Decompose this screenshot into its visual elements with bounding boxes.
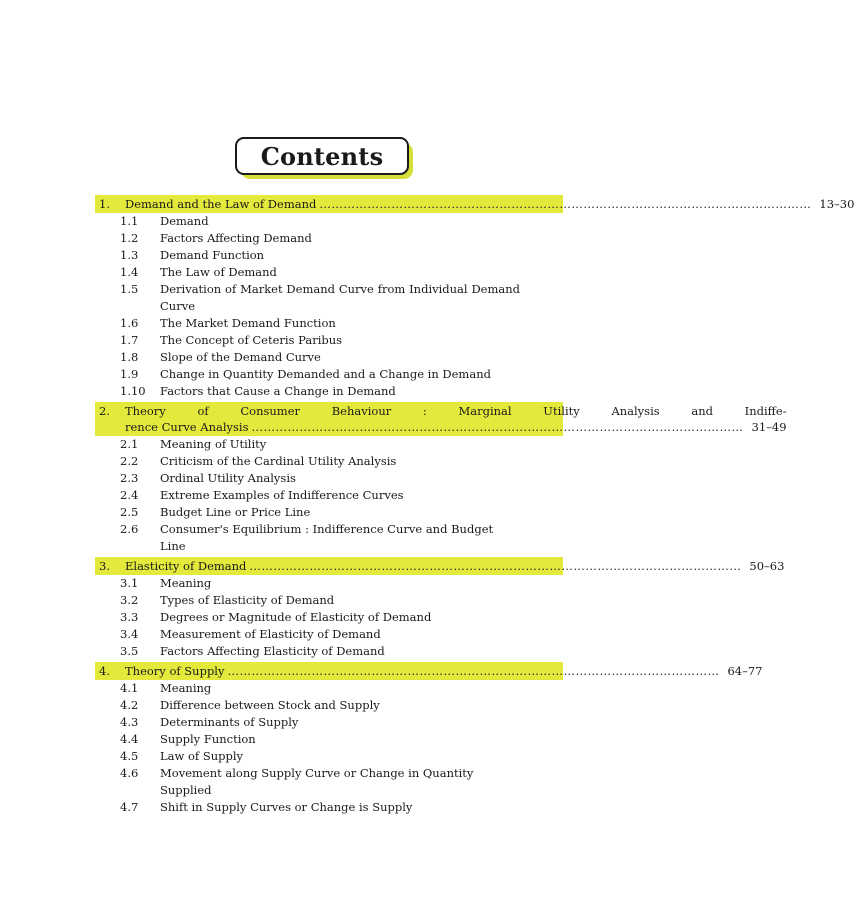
chapter-title: Theory of Supply [125, 664, 225, 678]
section-number: 1.8 [120, 350, 139, 364]
section-number: 2.4 [120, 488, 139, 502]
section-number: 4.6 [120, 766, 139, 780]
section-title: Demand [160, 214, 209, 228]
section-number: 1.3 [120, 248, 139, 262]
section-item[interactable] [95, 487, 563, 504]
section-title: Factors Affecting Elasticity of Demand [160, 644, 385, 658]
section-number: 2.5 [120, 505, 139, 519]
section-item[interactable] [95, 366, 563, 383]
section-number: 2.2 [120, 454, 139, 468]
contents-title-frame [235, 137, 415, 181]
section-item[interactable] [95, 575, 563, 592]
section-number: 4.5 [120, 749, 139, 763]
section-item[interactable] [95, 521, 563, 555]
section-number: 4.2 [120, 698, 139, 712]
chapter-title: Demand and the Law of Demand [125, 197, 317, 211]
section-item[interactable] [95, 281, 563, 315]
chapter-pages: 64–77 [727, 664, 763, 678]
section-number: 1.2 [120, 231, 139, 245]
section-number: 4.4 [120, 732, 139, 746]
chapter-2-heading[interactable] [95, 402, 787, 436]
section-item[interactable] [95, 230, 563, 247]
section-item[interactable] [95, 714, 563, 731]
section-number: 4.7 [120, 800, 139, 814]
section-number: 3.1 [120, 576, 139, 590]
section-title: Shift in Supply Curves or Change is Supply [160, 800, 413, 814]
section-item[interactable] [95, 504, 563, 521]
section-title: Factors that Cause a Change in Demand [160, 384, 396, 398]
section-number: 2.3 [120, 471, 139, 485]
section-item[interactable] [95, 264, 563, 281]
chapter-title-line-1: Theory of Consumer Behaviour : Marginal Utility Analysis and Indiffe- [125, 404, 787, 418]
dot-leader: …………………………………………………………………………………………………………… [251, 420, 744, 434]
chapter-title: Elasticity of Demand [125, 559, 247, 573]
section-item[interactable] [95, 731, 563, 748]
section-item[interactable] [95, 799, 563, 816]
section-title: Criticism of the Cardinal Utility Analysis [160, 454, 397, 468]
section-title: Factors Affecting Demand [160, 231, 312, 245]
section-item[interactable] [95, 470, 563, 487]
chapter-pages: 31–49 [751, 420, 787, 434]
section-title: The Market Demand Function [160, 316, 336, 330]
dot-leader: …………………………………………………………………………………………………………… [319, 197, 812, 211]
section-number: 4.3 [120, 715, 139, 729]
section-number: 3.4 [120, 627, 139, 641]
chapter-number: 1. [99, 197, 110, 211]
section-item[interactable] [95, 643, 563, 660]
section-item[interactable] [95, 626, 563, 643]
section-item[interactable] [95, 436, 563, 453]
section-title: Meaning of Utility [160, 437, 267, 451]
section-title: Measurement of Elasticity of Demand [160, 627, 381, 641]
section-item[interactable] [95, 332, 563, 349]
section-number: 4.1 [120, 681, 139, 695]
section-number: 3.5 [120, 644, 139, 658]
chapter-3-heading[interactable] [95, 557, 785, 575]
section-title: Demand Function [160, 248, 265, 262]
section-number: 3.2 [120, 593, 139, 607]
section-title: Meaning [160, 576, 212, 590]
section-item[interactable] [95, 383, 563, 400]
section-item[interactable] [95, 247, 563, 264]
dot-leader: …………………………………………………………………………………………………………… [227, 664, 720, 678]
section-title: Extreme Examples of Indifference Curves [160, 488, 404, 502]
section-title: Supply Function [160, 732, 256, 746]
page-title: Contents [235, 137, 409, 175]
section-number: 2.1 [120, 437, 139, 451]
section-item[interactable] [95, 697, 563, 714]
section-item[interactable] [95, 592, 563, 609]
section-title: Law of Supply [160, 749, 244, 763]
section-number: 1.5 [120, 282, 139, 296]
chapter-3-sections [95, 575, 563, 660]
chapter-4-sections [95, 680, 563, 816]
section-item[interactable] [95, 680, 563, 697]
dot-leader: …………………………………………………………………………………………………………… [249, 559, 742, 573]
section-item[interactable] [95, 213, 563, 230]
chapter-2-sections [95, 436, 563, 555]
chapter-title-line-2: rence Curve Analysis [125, 420, 249, 434]
chapter-number: 2. [99, 404, 110, 418]
section-title: The Law of Demand [160, 265, 277, 279]
chapter-4-heading[interactable] [95, 662, 763, 680]
chapter-number: 3. [99, 559, 110, 573]
section-title: Determinants of Supply [160, 715, 299, 729]
chapter-1-sections [95, 213, 563, 400]
section-item[interactable] [95, 453, 563, 470]
section-item[interactable] [95, 609, 563, 626]
section-item[interactable] [95, 748, 563, 765]
section-number: 1.6 [120, 316, 139, 330]
table-of-contents [95, 193, 854, 816]
chapter-1-heading[interactable] [95, 195, 854, 213]
section-number: 1.4 [120, 265, 139, 279]
chapter-number: 4. [99, 664, 110, 678]
section-title: Slope of the Demand Curve [160, 350, 321, 364]
section-number: 2.6 [120, 522, 139, 536]
chapter-pages: 13–30 [819, 197, 854, 211]
section-title: Change in Quantity Demanded and a Change in Demand [160, 367, 491, 381]
section-item[interactable] [95, 349, 563, 366]
section-title: Consumer's Equilibrium : Indifference Curve and Budget Line [160, 522, 494, 553]
section-title: Derivation of Market Demand Curve from Individual Demand Curve [160, 282, 520, 313]
section-title: Ordinal Utility Analysis [160, 471, 296, 485]
section-title: Meaning [160, 681, 212, 695]
section-number: 1.7 [120, 333, 139, 347]
chapter-pages: 50–63 [749, 559, 785, 573]
section-number: 3.3 [120, 610, 139, 624]
section-number: 1.1 [120, 214, 139, 228]
section-title: Degrees or Magnitude of Elasticity of Demand [160, 610, 432, 624]
section-title: The Concept of Ceteris Paribus [160, 333, 343, 347]
section-item[interactable] [95, 315, 563, 332]
section-title: Budget Line or Price Line [160, 505, 311, 519]
section-item[interactable] [95, 765, 563, 799]
section-number: 1.10 [120, 384, 146, 398]
section-title: Difference between Stock and Supply [160, 698, 380, 712]
section-title: Types of Elasticity of Demand [160, 593, 335, 607]
section-title: Movement along Supply Curve or Change in Quantity Supplied [160, 766, 474, 797]
section-number: 1.9 [120, 367, 139, 381]
